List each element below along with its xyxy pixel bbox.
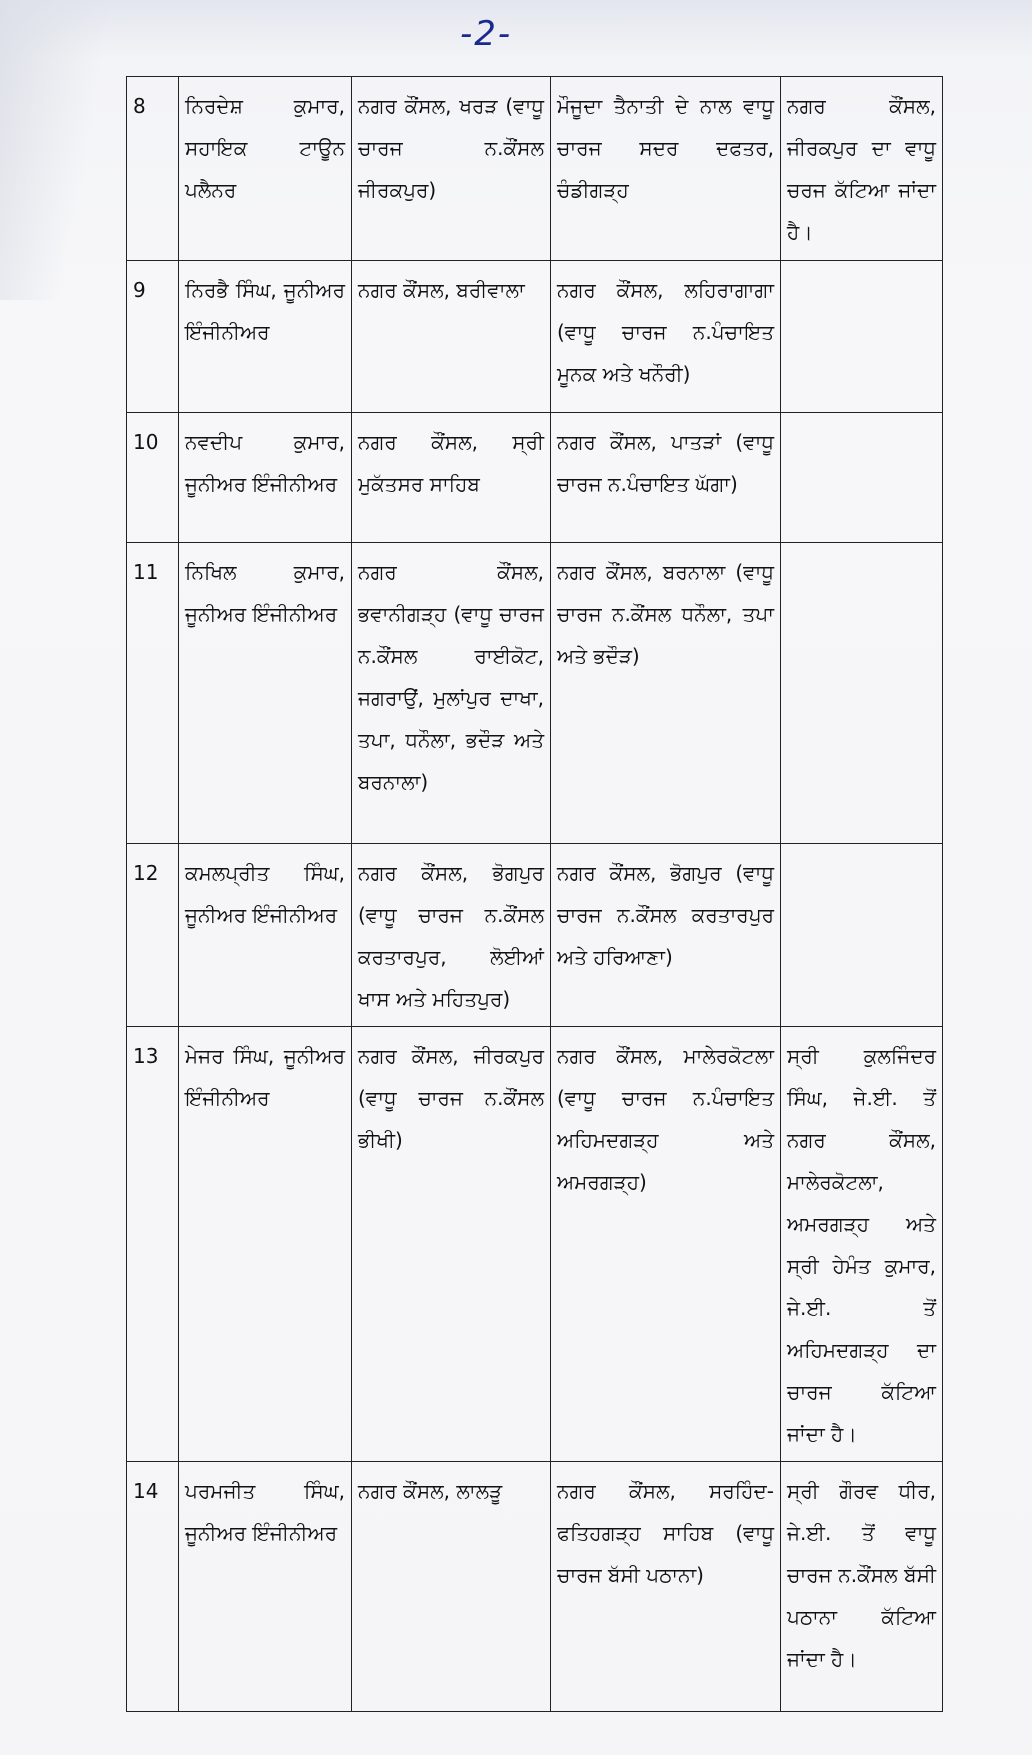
page-fold-shadow	[0, 0, 110, 300]
current-posting: ਨਗਰ ਕੌਂਸਲ, ਖਰੜ (ਵਾਧੂ ਚਾਰਜ ਨ.ਕੌਂਸਲ ਜੀਰਕਪੁਰ)	[352, 77, 551, 261]
new-posting: ਨਗਰ ਕੌਂਸਲ, ਬਰਨਾਲਾ (ਵਾਧੂ ਚਾਰਜ ਨ.ਕੌਂਸਲ ਧਨੌਲਾ, ਤਪਾ ਅਤੇ ਭਦੌੜ)	[551, 543, 781, 844]
employee-name: ਕਮਲਪ੍ਰੀਤ ਸਿੰਘ, ਜੂਨੀਅਰ ਇੰਜੀਨੀਅਰ	[179, 844, 352, 1027]
remarks	[781, 261, 943, 413]
table-row	[127, 413, 943, 543]
serial-number: 9	[127, 261, 179, 413]
remarks: ਸ੍ਰੀ ਕੁਲਜਿੰਦਰ ਸਿੰਘ, ਜੇ.ਈ. ਤੋਂ ਨਗਰ ਕੌਂਸਲ, ਮਾਲੇਰਕੋਟਲਾ, ਅਮਰਗੜ੍ਹ ਅਤੇ ਸ੍ਰੀ ਹੇਮੰਤ ਕੁਮਾਰ, ਜੇ.ਈ. ਤੋਂ ਅਹਿਮਦਗੜ੍ਹ ਦਾ ਚਾਰਜ ਕੱਟਿਆ ਜਾਂਦਾ ਹੈ।	[781, 1027, 943, 1462]
employee-name: ਮੇਜਰ ਸਿੰਘ, ਜੂਨੀਅਰ ਇੰਜੀਨੀਅਰ	[179, 1027, 352, 1462]
new-posting: ਮੌਜੂਦਾ ਤੈਨਾਤੀ ਦੇ ਨਾਲ ਵਾਧੂ ਚਾਰਜ ਸਦਰ ਦਫਤਰ, ਚੰਡੀਗੜ੍ਹ	[551, 77, 781, 261]
new-posting: ਨਗਰ ਕੌਂਸਲ, ਮਾਲੇਰਕੋਟਲਾ (ਵਾਧੂ ਚਾਰਜ ਨ.ਪੰਚਾਇਤ ਅਹਿਮਦਗੜ੍ਹ ਅਤੇ ਅਮਰਗੜ੍ਹ)	[551, 1027, 781, 1462]
current-posting: ਨਗਰ ਕੌਂਸਲ, ਬਰੀਵਾਲਾ	[352, 261, 551, 413]
employee-name: ਪਰਮਜੀਤ ਸਿੰਘ, ਜੂਨੀਅਰ ਇੰਜੀਨੀਅਰ	[179, 1462, 352, 1712]
table-row	[127, 1462, 943, 1712]
serial-number: 11	[127, 543, 179, 844]
serial-number: 10	[127, 413, 179, 543]
new-posting: ਨਗਰ ਕੌਂਸਲ, ਸਰਹਿੰਦ-ਫਤਿਹਗੜ੍ਹ ਸਾਹਿਬ (ਵਾਧੂ ਚਾਰਜ ਬੱਸੀ ਪਠਾਨਾ)	[551, 1462, 781, 1712]
employee-name: ਨਿਰਦੇਸ਼ ਕੁਮਾਰ, ਸਹਾਇਕ ਟਾਊਨ ਪਲੈਨਰ	[179, 77, 352, 261]
current-posting: ਨਗਰ ਕੌਂਸਲ, ਲਾਲੜੂ	[352, 1462, 551, 1712]
employee-name: ਨਿਖਿਲ ਕੁਮਾਰ, ਜੂਨੀਅਰ ਇੰਜੀਨੀਅਰ	[179, 543, 352, 844]
page-number: -2-	[460, 14, 513, 54]
serial-number: 8	[127, 77, 179, 261]
remarks	[781, 413, 943, 543]
employee-name: ਨਵਦੀਪ ਕੁਮਾਰ, ਜੂਨੀਅਰ ਇੰਜੀਨੀਅਰ	[179, 413, 352, 543]
current-posting: ਨਗਰ ਕੌਂਸਲ, ਭੋਗਪੁਰ (ਵਾਧੂ ਚਾਰਜ ਨ.ਕੌਂਸਲ ਕਰਤਾਰਪੁਰ, ਲੋਈਆਂ ਖਾਸ ਅਤੇ ਮਹਿਤਪੁਰ)	[352, 844, 551, 1027]
remarks	[781, 543, 943, 844]
serial-number: 14	[127, 1462, 179, 1712]
new-posting: ਨਗਰ ਕੌਂਸਲ, ਲਹਿਰਾਗਾਗਾ (ਵਾਧੂ ਚਾਰਜ ਨ.ਪੰਚਾਇਤ ਮੂਨਕ ਅਤੇ ਖਨੌਰੀ)	[551, 261, 781, 413]
employee-name: ਨਿਰਭੈ ਸਿੰਘ, ਜੂਨੀਅਰ ਇੰਜੀਨੀਅਰ	[179, 261, 352, 413]
remarks: ਸ੍ਰੀ ਗੌਰਵ ਧੀਰ, ਜੇ.ਈ. ਤੋਂ ਵਾਧੂ ਚਾਰਜ ਨ.ਕੌਂਸਲ ਬੱਸੀ ਪਠਾਨਾ ਕੱਟਿਆ ਜਾਂਦਾ ਹੈ।	[781, 1462, 943, 1712]
table-row	[127, 261, 943, 413]
table-row	[127, 77, 943, 261]
serial-number: 13	[127, 1027, 179, 1462]
current-posting: ਨਗਰ ਕੌਂਸਲ, ਭਵਾਨੀਗੜ੍ਹ (ਵਾਧੂ ਚਾਰਜ ਨ.ਕੌਂਸਲ ਰਾਈਕੋਟ, ਜਗਰਾਉਂ, ਮੁਲਾਂਪੁਰ ਦਾਖਾ, ਤਪਾ, ਧਨੌਲਾ, ਭਦੌੜ ਅਤੇ ਬਰਨਾਲਾ)	[352, 543, 551, 844]
remarks: ਨਗਰ ਕੌਂਸਲ, ਜੀਰਕਪੁਰ ਦਾ ਵਾਧੂ ਚਰਜ ਕੱਟਿਆ ਜਾਂਦਾ ਹੈ।	[781, 77, 943, 261]
table-row	[127, 1027, 943, 1462]
table-row	[127, 543, 943, 844]
current-posting: ਨਗਰ ਕੌਂਸਲ, ਸ੍ਰੀ ਮੁਕੱਤਸਰ ਸਾਹਿਬ	[352, 413, 551, 543]
transfer-table	[126, 76, 943, 1712]
remarks	[781, 844, 943, 1027]
table-row	[127, 844, 943, 1027]
serial-number: 12	[127, 844, 179, 1027]
current-posting: ਨਗਰ ਕੌਂਸਲ, ਜੀਰਕਪੁਰ (ਵਾਧੂ ਚਾਰਜ ਨ.ਕੌਂਸਲ ਭੀਖੀ)	[352, 1027, 551, 1462]
new-posting: ਨਗਰ ਕੌਂਸਲ, ਪਾਤੜਾਂ (ਵਾਧੂ ਚਾਰਜ ਨ.ਪੰਚਾਇਤ ਘੱਗਾ)	[551, 413, 781, 543]
new-posting: ਨਗਰ ਕੌਂਸਲ, ਭੋਗਪੁਰ (ਵਾਧੂ ਚਾਰਜ ਨ.ਕੌਂਸਲ ਕਰਤਾਰਪੁਰ ਅਤੇ ਹਰਿਆਣਾ)	[551, 844, 781, 1027]
